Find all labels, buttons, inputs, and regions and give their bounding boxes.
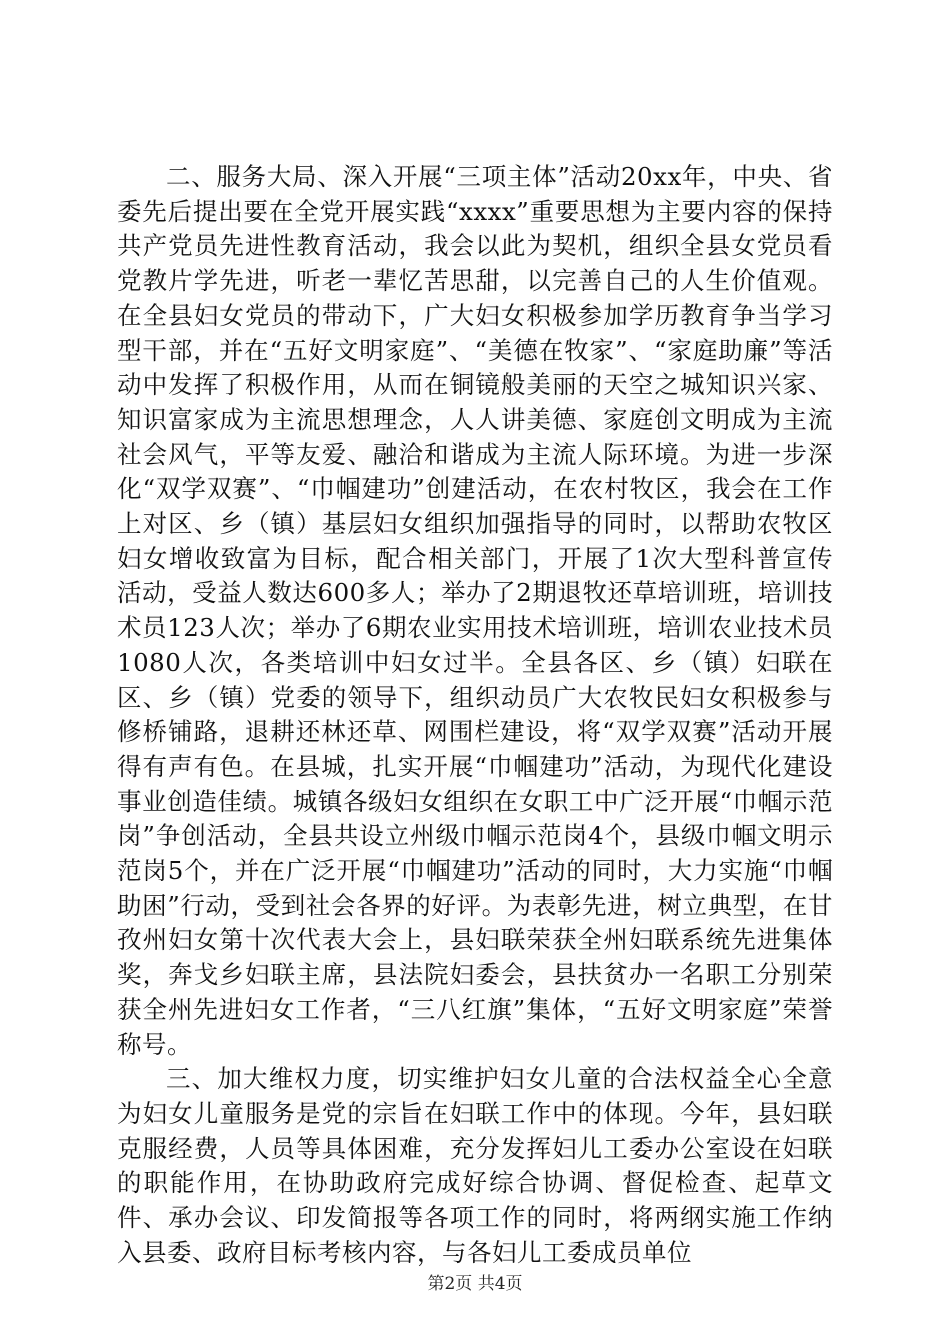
paragraph-service-overall: 二、服务大局、深入开展“三项主体”活动20xx年，中央、省委先后提出要在全党开展实践“xxxx”重要思想为主要内容的保持共产党员先进性教育活动，我会以此为契机，组织全县女党员看党教片学先进，听老一辈忆苦思甜，以完善自己的人生价值观。在全县妇女党员的带动下，广大妇女积极参加学历教育争当学习型干部，并在“五好文明家庭”、“美德在牧家”、“家庭助廉”等活动中发挥了积极作用，从而在铜镜般美丽的天空之城知识兴家、知识富家成为主流思想理念，人人讲美德、家庭创文明成为主流社会风气，平等友爱、融洽和谐成为主流人际环境。为进一步深化“双学双赛”、“巾帼建功”创建活动，在农村牧区，我会在工作上对区、乡（镇）基层妇女组织加强指导的同时，以帮助农牧区妇女增收致富为目标，配合相关部门，开展了1次大型科普宣传活动，受益人数达600多人；举办了2期退牧还草培训班，培训技术员123人次；举办了6期农业实用技术培训班，培训农业技术员1080人次，各类培训中妇女过半。全县各区、乡（镇）妇联在区、乡（镇）党委的领导下，组织动员广大农牧民妇女积极参与修桥铺路，退耕还林还草、网围栏建设，将“双学双赛”活动开展得有声有色。在县城，扎实开展“巾帼建功”活动，为现代化建设事业创造佳绩。城镇各级妇女组织在女职工中广泛开展“巾帼示范岗”争创活动，全县共设立州级巾帼示范岗4个，县级巾帼文明示范岗5个，并在广泛开展“巾帼建功”活动的同时，大力实施“巾帼助困”行动，受到社会各界的好评。为表彰先进，树立典型，在甘孜州妇女第十次代表大会上，县妇联荣获全州妇联系统先进集体奖，奔戈乡妇联主席，县法院妇委会，县扶贫办一名职工分别荣获全州先进妇女工作者，“三八红旗”集体，“五好文明家庭”荣誉称号。 — [117, 162, 833, 1059]
paragraph-rights-protection: 三、加大维权力度，切实维护妇女儿童的合法权益全心全意为妇女儿童服务是党的宗旨在妇联工作中的体现。今年，县妇联克服经费，人员等具体困难，充分发挥妇儿工委办公室设在妇联的职能作用，在协助政府完成好综合协调、督促检查、起草文件、承办会议、印发简报等各项工作的同时，将两纲实施工作纳入县委、政府目标考核内容，与各妇儿工委成员单位 — [117, 1064, 833, 1267]
document-body — [117, 160, 833, 1271]
page-footer: 第2页 共4页 — [427, 1274, 523, 1294]
